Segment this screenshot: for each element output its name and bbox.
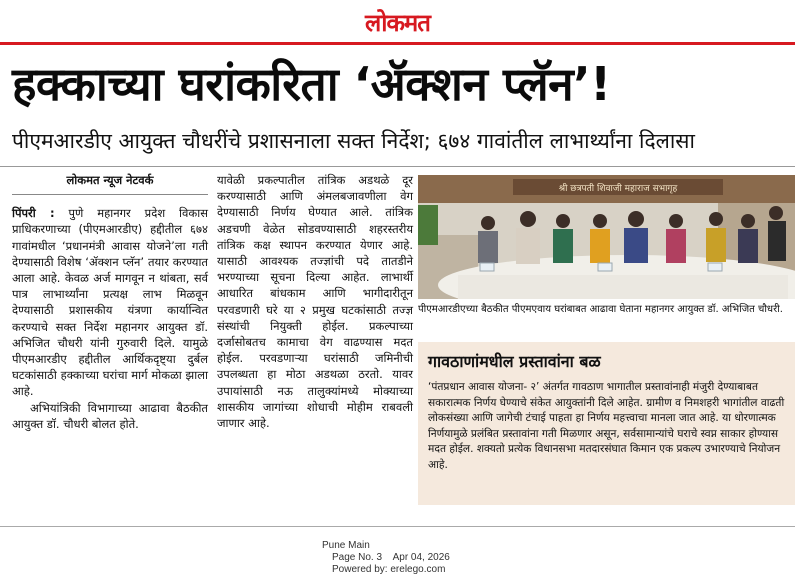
- subhead-rule: [0, 166, 795, 167]
- meeting-photo: [418, 175, 795, 299]
- sidebar-box-title: गावठाणांमधील प्रस्तावांना बळ: [428, 352, 601, 371]
- sidebar-box: [418, 342, 795, 505]
- article-paragraph-2: अभियांत्रिकी विभागाच्या आढावा बैठकीत आयुक्त डॉ. चौधरी बोलत होते.: [12, 400, 208, 431]
- article-paragraph-1-text: पुणे महानगर प्रदेश विकास प्राधिकरणाच्या (पीएमआरडीए) हद्दीतील ६७४ गावांमधील ‘प्रधानमंत्री आवास योजने’ला गती देण्यासाठी विशेष ‘ॲक्शन प्लॅन’ तयार करण्यात आला आहे. केवळ अर्ज मागवून न थांबता, सर्व पात्र लाभार्थ्यांना प्रत्यक्ष लाभ मिळवून देण्यासाठी प्रशासकीय यंत्रणा कार्यान्वित करण्याचे सक्त निर्देश महानगर आयुक्त डॉ. अभिजित चौधरी यांनी गुरुवारी दिले. यामुळे पीएमआरडीए हद्दीतील आर्थिकदृष्ट्या दुर्बल घटकांसाठी हक्काच्या घरांचा मार्ग मोकळा झाला आहे.: [12, 206, 208, 399]
- footer-rule: [0, 526, 795, 527]
- footer-powered-by: Powered by: erelego.com: [332, 564, 446, 575]
- footer-page-date: Page No. 3 Apr 04, 2026: [332, 552, 450, 563]
- byline: लोकमत न्यूज नेटवर्क: [12, 172, 208, 195]
- photo-caption: पीएमआरडीएच्या बैठकीत पीएमएवाय घरांबाबत आढावा घेताना महानगर आयुक्त डॉ. अभिजित चौधरी.: [418, 304, 783, 315]
- article-headline: हक्काच्या घरांकरिता ‘ॲक्शन प्लॅन’!: [12, 57, 611, 111]
- article-column-1: [12, 172, 208, 432]
- dateline-place: पिंपरी :: [12, 206, 55, 221]
- sidebar-box-text: ‘पंतप्रधान आवास योजना- २’ अंतर्गत गावठाण भागातील प्रस्तावांनाही मंजुरी देण्याबाबत सकारात्मक निर्णय घेण्याचे संकेत आयुक्तांनी दिले आहेत. ग्रामीण व निमशहरी भागांतील वाढती लोकसंख्या आणि जागेची टंचाई पाहता हा निर्णय महत्त्वाचा मानला जात आहे. या धोरणात्मक निर्णयामुळे प्रलंबित प्रस्तावांना गती मिळणार असून, सर्वसामान्यांचे घराचे स्वप्न साकार होण्यास मदत होईल. शक्यतो प्रत्येक विधानसभा मतदारसंघात किमान एक प्रकल्प उभारण्याचे नियोजन आहे.: [428, 381, 785, 471]
- meeting-photo-illustration: [418, 175, 795, 299]
- article-paragraph-3: यावेळी प्रकल्पातील तांत्रिक अडथळे दूर करण्यासाठी आणि अंमलबजावणीला वेग देण्यासाठी निर्णय घेण्यात आले. तांत्रिक अडचणी वेळेत सोडवण्यासाठी शहरस्तरीय तांत्रिक कक्ष स्थापन करण्यात येणार आहे. यासाठी आवश्यक तज्ज्ञांची पदे तातडीने भरण्याच्या सूचना दिल्या आहेत. लाभार्थी आधारित बांधकाम आणि भागीदारीतून परवडणारी घरे या २ प्रमुख घटकांसाठी तज्ज्ञ संस्थांची नियुक्ती होईल. प्रकल्पाच्या दर्जासोबतच कामाचा वेग वाढण्यास मदत होईल. परवडणाऱ्या घरांसाठी जमिनीची उपलब्धता हा मोठा अडथळा ठरतो. यावर उपायांसाठी नऊ तालुक्यांमध्ये मोक्याच्या शासकीय जागांच्या शोधाची मोहीम राबवली जाणार आहे.: [217, 173, 413, 431]
- article-column-2: [217, 172, 413, 431]
- article-paragraph-1: [12, 205, 208, 399]
- footer-edition: Pune Main: [322, 540, 370, 551]
- article-subhead: पीएमआरडीए आयुक्त चौधरींचे प्रशासनाला सक्त निर्देश; ६७४ गावांतील लाभार्थ्यांना दिलासा: [12, 129, 695, 153]
- photo-banner-text: श्री छत्रपती शिवाजी महाराज सभागृह: [558, 184, 678, 194]
- masthead-rule: [0, 42, 795, 45]
- lokmat-logo: लोकमत: [365, 9, 430, 37]
- masthead: [0, 0, 795, 40]
